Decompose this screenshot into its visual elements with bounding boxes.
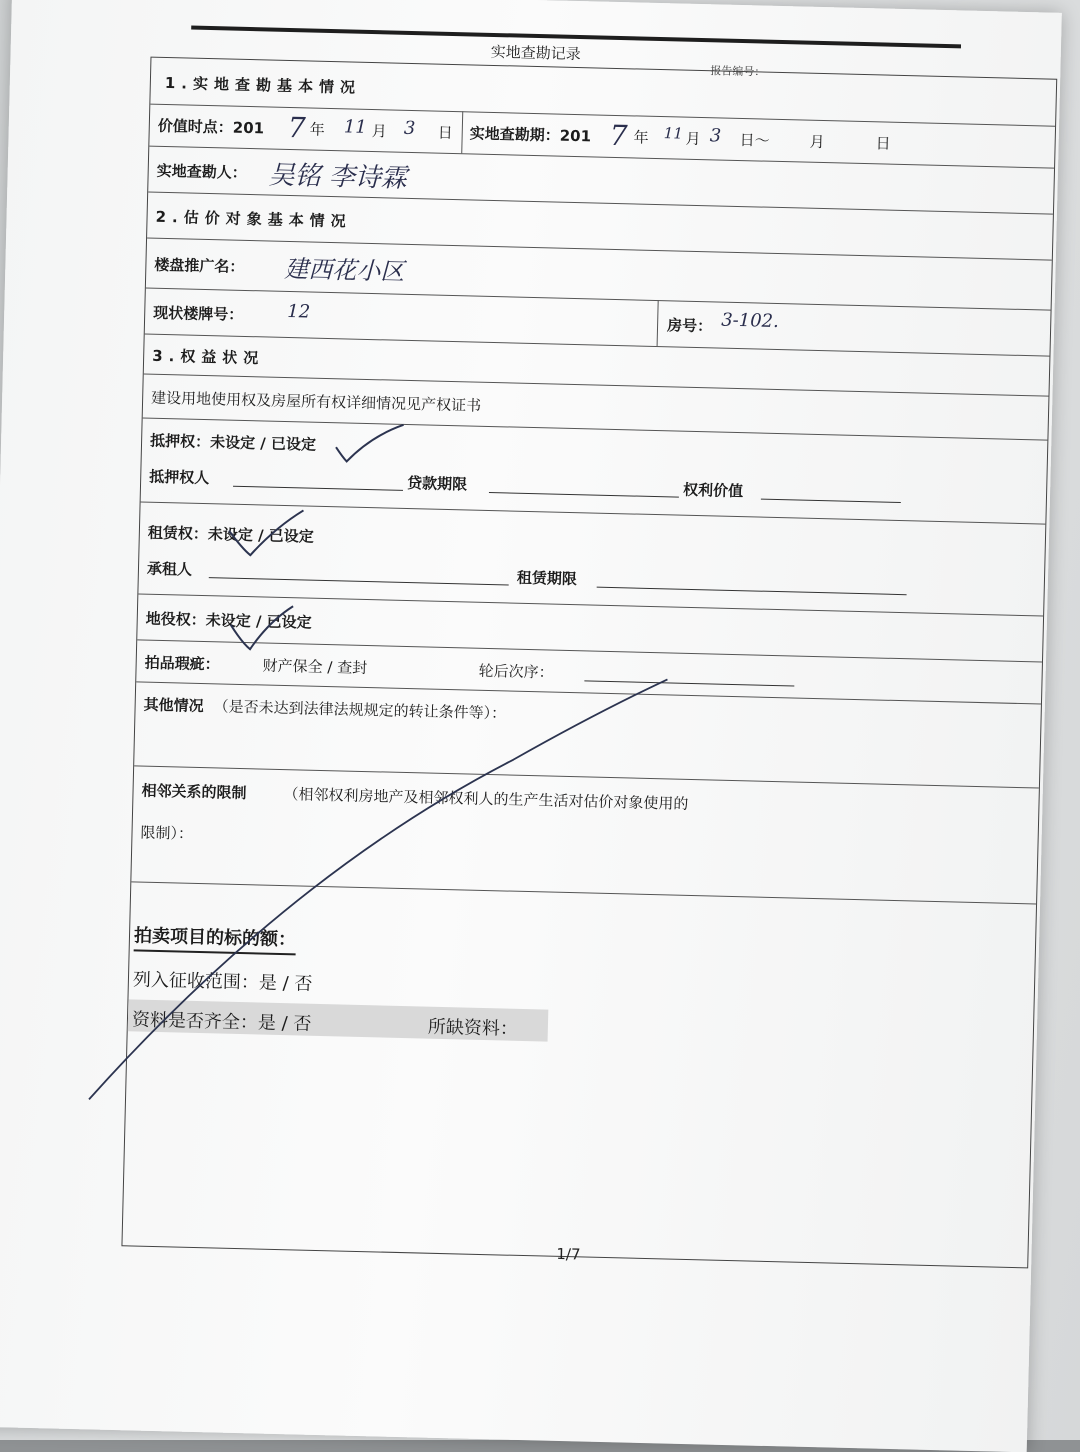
value-date-year-unit: 年 [309,120,325,139]
rotation-label: 轮后次序： [478,661,554,682]
inspector-label: 实地查勘人： [156,161,247,182]
land-note: 建设用地使用权及房屋所有权详细情况见产权证书 [150,388,482,415]
auction-label: 拍卖项目的标的额： [134,921,297,955]
inspect-date-year-unit: 年 [633,128,649,147]
inspect-date-label: 实地查勘期：201 [469,124,592,146]
lease-term-label: 租赁期限 [516,568,578,589]
easement-check-mark [230,605,293,651]
defect-options: 财产保全 / 查封 [262,656,368,678]
value-date-month-unit: 月 [371,122,387,141]
other-label: 其他情况 [143,695,204,716]
value-date-day-hw: 3 [403,117,416,140]
page-number: 1/7 [556,1244,581,1264]
loan-term-label: 贷款期限 [406,473,468,494]
inspector-signature: 吴铭 李诗霖 [268,160,408,194]
inspect-date-year-hw: 7 [609,118,628,153]
mortgagee-label: 抵押权人 [149,467,210,488]
estate-name-hw: 建西花小区 [284,254,405,286]
inspect-date-month-hw: 11 [663,124,684,143]
room-no-hw: 3-102. [720,309,780,333]
adjacent-note: （相邻权利房地产及相邻权利人的生产生活对估价对象使用的 [283,785,689,813]
mortgage-label: 抵押权：未设定 / 已设定 [149,431,317,454]
document-title: 实地查勘记录 [490,42,581,64]
estate-name-label: 楼盘推广名： [154,255,245,276]
inspect-date-day-hw: 3 [709,125,722,147]
inspect-date-month2: 月 [809,132,825,152]
section1-heading: 1.实地查勘基本情况 [164,73,362,97]
inspect-date-day2: 日 [875,134,891,153]
section3-heading: 3.权益状况 [151,346,265,368]
easement-label: 地役权：未设定 / 已设定 [145,609,312,632]
inspect-date-month-unit: 月 [685,129,701,149]
adjacent-note2: 限制）： [140,823,194,843]
lessee-label: 承租人 [146,559,193,579]
building-no-hw: 12 [287,300,311,323]
inspect-date-range-tail: 日～ [739,130,770,150]
building-no-label: 现状楼牌号： [153,303,244,324]
right-value-label: 权利价值 [682,480,744,501]
lease-label: 租赁权：未设定 / 已设定 [147,523,314,546]
value-date-day-unit: 日 [437,123,453,142]
value-date-month-hw: 11 [343,116,367,138]
expropriation-label: 列入征收范围：是 / 否 [132,969,313,995]
missing-docs-label: 所缺资料： [427,1016,519,1040]
void-strike-line [89,666,667,1114]
section2-heading: 2.估价对象基本情况 [155,207,352,231]
value-date-year-hw: 7 [287,110,307,145]
value-date-label: 价值时点：201 [157,116,265,138]
defect-label: 拍品瑕疵： [144,653,220,674]
docs-label: 资料是否齐全：是 / 否 [131,1009,312,1035]
other-note: （是否未达到法律法规规定的转让条件等）： [213,697,507,723]
room-no-label: 房号： [666,316,713,336]
mortgage-check-mark [336,423,404,463]
adjacent-label: 相邻关系的限制 [141,781,247,803]
report-number-label: 报告编号： [710,64,766,79]
lease-check-mark [228,509,303,557]
